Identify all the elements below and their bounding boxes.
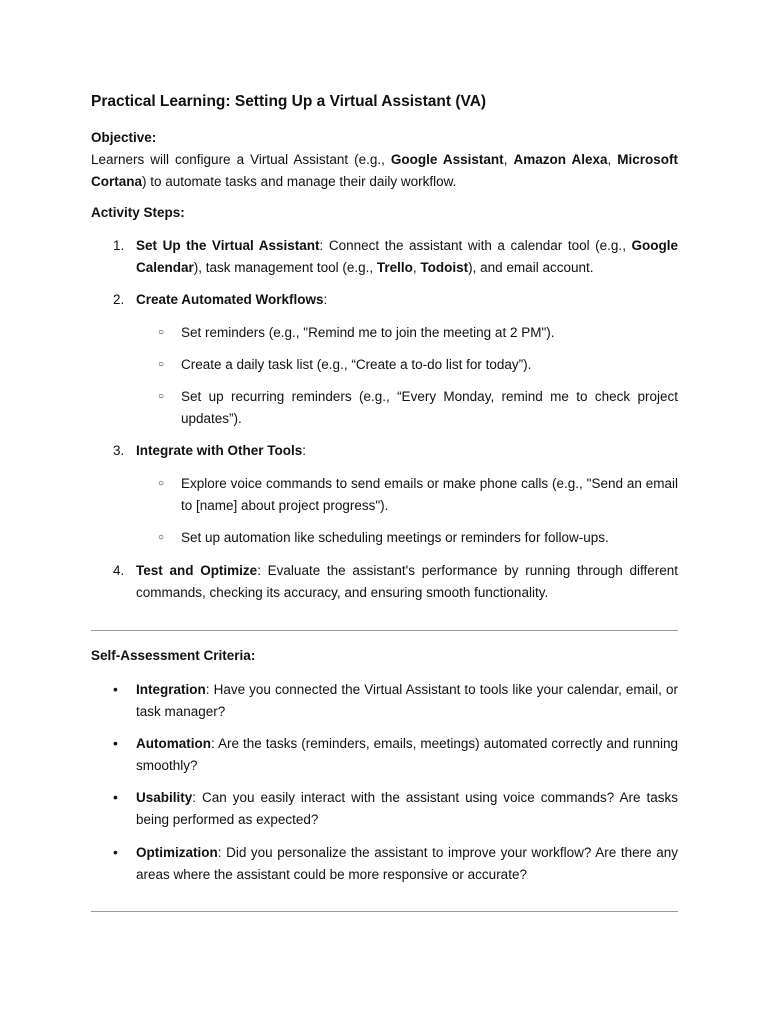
step-1-todoist: Todoist xyxy=(420,260,469,275)
criteria-integration xyxy=(136,679,678,723)
step-4-title: Test and Optimize xyxy=(136,563,258,578)
sub-bullet-icon: ○ xyxy=(158,478,165,489)
sub-bullet-icon: ○ xyxy=(158,532,165,543)
objective-text-3: , xyxy=(607,152,618,167)
step-3-sub-2: Set up automation like scheduling meetings or reminders for follow-ups. xyxy=(181,530,609,545)
criteria-usability-title: Usability xyxy=(136,790,193,805)
criteria-automation-text: : Are the tasks (reminders, emails, meetings) automated correctly and running smoothly? xyxy=(136,736,678,773)
horizontal-divider xyxy=(91,630,678,631)
step-1 xyxy=(136,235,678,279)
criteria-optimization xyxy=(136,842,678,886)
step-1-text-2: ), task management tool (e.g., xyxy=(193,260,377,275)
horizontal-divider xyxy=(91,911,678,912)
step-3-number: 3. xyxy=(113,443,125,458)
objective-microsoft-cortana: Microsoft Cortana xyxy=(91,152,678,189)
criteria-integration-text: : Have you connected the Virtual Assistant to tools like your calendar, email, or task manager? xyxy=(136,682,678,719)
criteria-heading: Self-Assessment Criteria: xyxy=(91,648,256,663)
sub-bullet-icon: ○ xyxy=(158,327,165,338)
objective-text-4: ) to automate tasks and manage their daily workflow. xyxy=(142,174,457,189)
step-1-google-calendar: Google Calendar xyxy=(136,238,678,275)
step-1-text-1: : Connect the assistant with a calendar tool (e.g., xyxy=(319,238,632,253)
criteria-usability-text: : Can you easily interact with the assistant using voice commands? Are tasks being performed as expected? xyxy=(136,790,678,827)
objective-text-2: , xyxy=(503,152,514,167)
step-2-sub-3: Set up recurring reminders (e.g., “Every Monday, remind me to check project updates”). xyxy=(181,389,678,426)
step-1-title: Set Up the Virtual Assistant xyxy=(136,238,320,253)
step-4-number: 4. xyxy=(113,563,125,578)
objective-heading: Objective: xyxy=(91,130,157,145)
criteria-automation-title: Automation xyxy=(136,736,211,751)
page-title: Practical Learning: Setting Up a Virtual Assistant (VA) xyxy=(91,93,487,110)
step-1-number: 1. xyxy=(113,238,125,253)
objective-text xyxy=(91,149,678,193)
step-4-text: : Evaluate the assistant's performance by running through different commands, checking its accuracy, and ensuring smooth functionality. xyxy=(136,563,678,600)
step-3 xyxy=(136,440,678,462)
criteria-optimization-title: Optimization xyxy=(136,845,218,860)
objective-amazon-alexa: Amazon Alexa xyxy=(513,152,608,167)
step-2-number: 2. xyxy=(113,292,125,307)
step-2 xyxy=(136,289,678,311)
activity-heading: Activity Steps: xyxy=(91,205,185,220)
bullet-icon: • xyxy=(113,844,118,860)
criteria-optimization-text: : Did you personalize the assistant to improve your workflow? Are there any areas where the assistant could be more responsive or accurate? xyxy=(136,845,678,882)
bullet-icon: • xyxy=(113,735,118,751)
step-2-sub-1: Set reminders (e.g., "Remind me to join the meeting at 2 PM"). xyxy=(181,325,555,340)
criteria-usability xyxy=(136,787,678,831)
step-3-sub-1: Explore voice commands to send emails or make phone calls (e.g., "Send an email to [name] about project progress"). xyxy=(181,476,678,513)
objective-google-assistant: Google Assistant xyxy=(390,152,504,167)
sub-bullet-icon: ○ xyxy=(158,391,165,402)
bullet-icon: • xyxy=(113,789,118,805)
step-1-text-3: , xyxy=(412,260,421,275)
bullet-icon: • xyxy=(113,681,118,697)
step-1-text-4: ), and email account. xyxy=(468,260,594,275)
step-2-text: : xyxy=(323,292,328,307)
objective-text-1: Learners will configure a Virtual Assistant (e.g., xyxy=(91,152,391,167)
step-3-title: Integrate with Other Tools xyxy=(136,443,303,458)
step-4 xyxy=(136,560,678,604)
sub-bullet-icon: ○ xyxy=(158,359,165,370)
criteria-integration-title: Integration xyxy=(136,682,206,697)
step-2-title: Create Automated Workflows xyxy=(136,292,324,307)
step-2-sub-2: Create a daily task list (e.g., “Create a to-do list for today”). xyxy=(181,357,532,372)
step-3-text: : xyxy=(302,443,307,458)
criteria-automation xyxy=(136,733,678,777)
step-1-trello: Trello xyxy=(376,260,413,275)
